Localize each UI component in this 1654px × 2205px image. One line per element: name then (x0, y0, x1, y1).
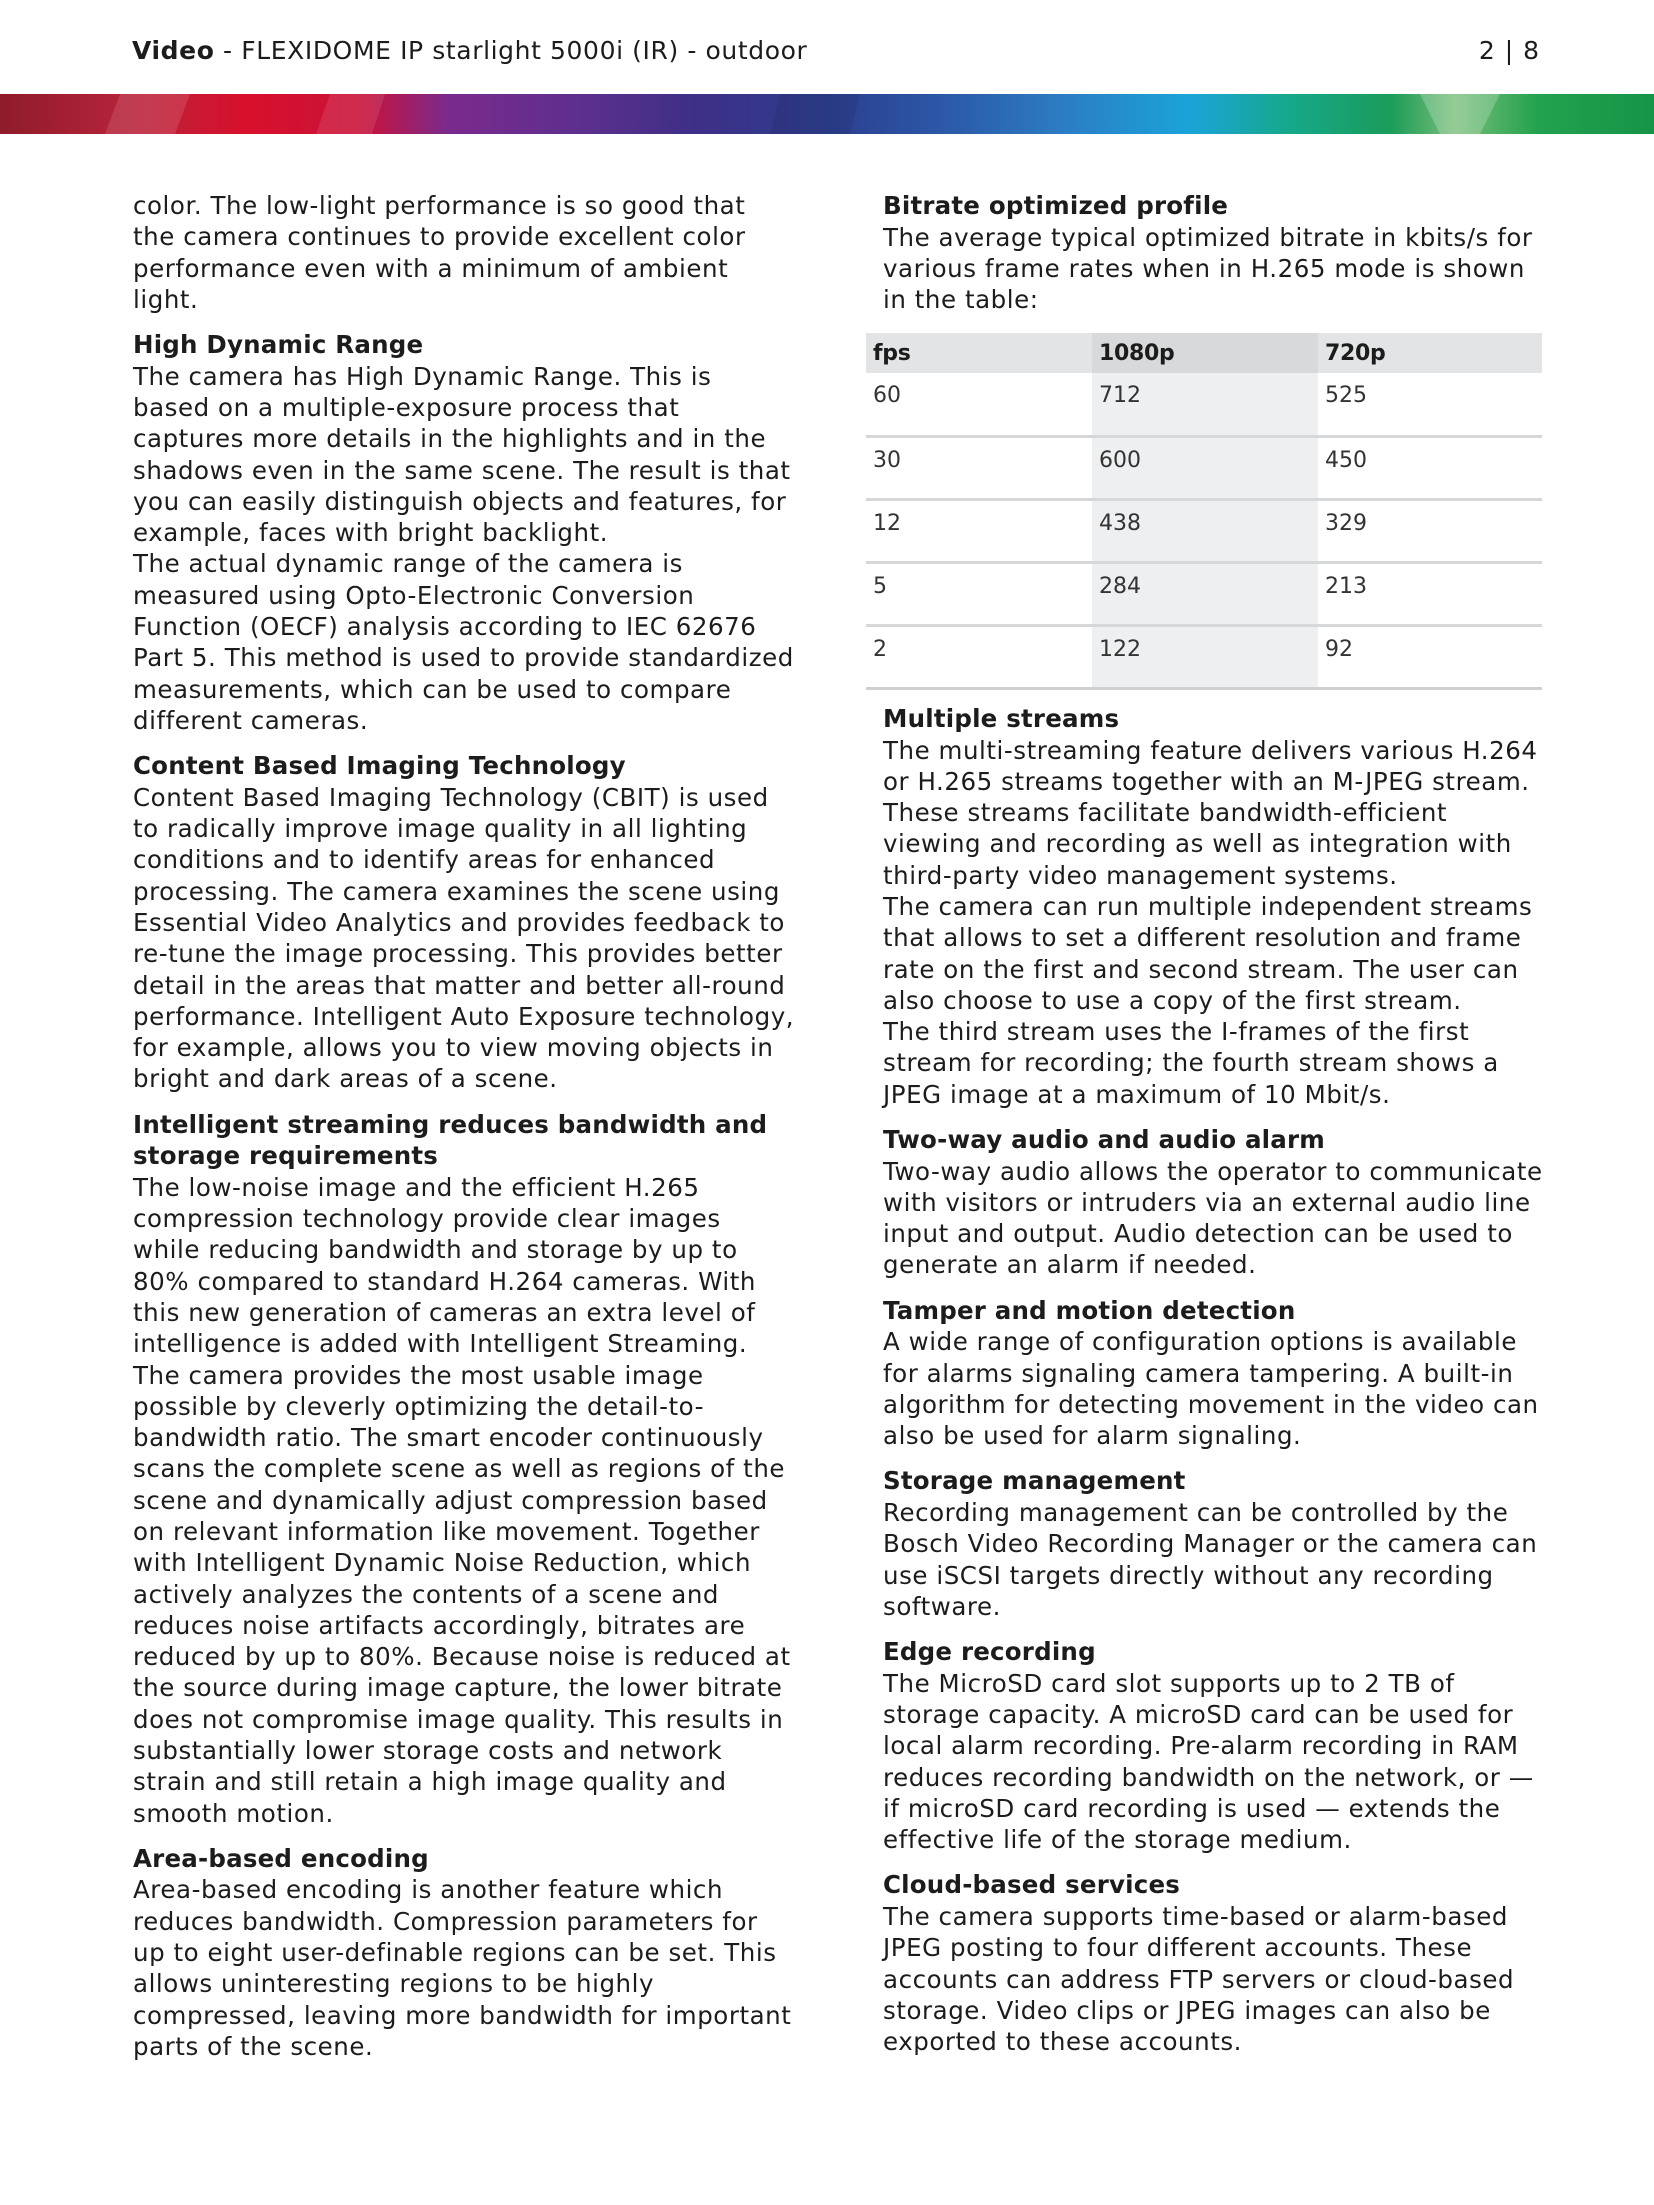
section-body: color. The low-light performance is so good that the camera continues to provide excellent color performance even with a minimum of ambient light. (133, 191, 746, 314)
table-cell: 60 (866, 373, 1092, 436)
section-body: Content Based Imaging Technology (CBIT) is used to radically improve image quality in all lighting conditions and to identify areas for enhanced processing. The camera examines the scene using Essential Video Analytics and provides feedback to re-tune the image processing. This provides better detail in the areas that matter and better all-round performance. Intelligent Auto Exposure technology, for example, allows you to view moving objects in bright and dark areas of a scene. (133, 782, 795, 1094)
table-row (866, 625, 1542, 688)
section-body: The average typical optimized bitrate in kbits/s for various frame rates when in H.265 mode is shown in the table: (883, 222, 1533, 315)
table-cell: 712 (1092, 373, 1318, 436)
right-column (883, 190, 1543, 329)
text-section (133, 1843, 795, 2062)
table-cell: 438 (1092, 499, 1318, 562)
section-body: Recording management can be controlled by the Bosch Video Recording Manager or the camera can use iSCSI targets directly without any recording software. (883, 1497, 1538, 1621)
section-heading: Multiple streams (883, 704, 1120, 733)
text-section (883, 1869, 1543, 2057)
brand-color-bar (0, 94, 1654, 134)
page-number: 2 | 8 (1478, 36, 1540, 65)
table-cell: 122 (1092, 625, 1318, 688)
table-cell: 213 (1318, 562, 1542, 625)
document-title (132, 36, 807, 65)
table-row (866, 436, 1542, 499)
document-title-rest: - FLEXIDOME IP starlight 5000i (IR) - outdoor (214, 36, 808, 65)
text-section (883, 703, 1543, 1110)
text-section (133, 329, 795, 736)
section-body: The low-noise image and the efficient H.265 compression technology provide clear images while reducing bandwidth and storage by up to 80% compared to standard H.264 cameras. With this new generation of cameras an extra level of intelligence is added with Intelligent Streaming. The camera provides the most usable image possible by cleverly optimizing the detail-to-bandwidth ratio. The smart encoder continuously scans the complete scene as well as regions of the scene and dynamically adjust compression based on relevant information like movement. Together with Intelligent Dynamic Noise Reduction, which actively analyzes the contents of a scene and reduces noise artifacts accordingly, bitrates are reduced by up to 80%. Because noise is reduced at the source during image capture, the lower bitrate does not compromise image quality. This results in substantially lower storage costs and network strain and still retain a high image quality and smooth motion. (133, 1172, 791, 1828)
text-section (133, 190, 795, 315)
section-heading: Area-based encoding (133, 1843, 429, 1873)
text-section (883, 1636, 1543, 1855)
table-cell: 600 (1092, 436, 1318, 499)
table-header-720p: 720p (1318, 333, 1542, 373)
text-section (883, 1124, 1543, 1281)
section-body: The camera supports time-based or alarm-based JPEG posting to four different accounts. These accounts can address FTP servers or cloud-based storage. Video clips or JPEG images can also be exported to these accounts. (883, 1901, 1515, 2057)
section-body: A wide range of configuration options is available for alarms signaling camera tampering. A built-in algorithm for detecting movement in the video can also be used for alarm signaling. (883, 1327, 1539, 1451)
table-cell: 329 (1318, 499, 1542, 562)
table-cell: 2 (866, 625, 1092, 688)
section-heading: High Dynamic Range (133, 330, 424, 360)
text-section (883, 1295, 1543, 1452)
section-heading: Intelligent streaming reduces bandwidth and storage requirements (133, 1109, 768, 1171)
bitrate-table (866, 333, 1542, 690)
section-heading: Cloud-based services (883, 1870, 1181, 1900)
section-heading: Edge recording (883, 1637, 1096, 1667)
table-header-fps: fps (866, 333, 1092, 373)
table-row (866, 562, 1542, 625)
table-cell: 525 (1318, 373, 1542, 436)
text-section (133, 1109, 795, 1829)
section-body: The MicroSD card slot supports up to 2 TB of storage capacity. A microSD card can be used for local alarm recording. Pre-alarm recording in RAM reduces recording bandwidth on the network, or — if microSD card recording is used — extends the effective life of the storage medium. (883, 1668, 1534, 1855)
section-body: The multi-streaming feature delivers various H.264 or H.265 streams together with an M-JPEG stream. These streams facilitate bandwidth-efficient viewing and recording as well as integration with third-party video management systems. The camera can run multiple independent streams that allows to set a different resolution and frame rate on the first and second stream. The user can also choose to use a copy of the first stream. The third stream uses the I-frames of the first stream for recording; the fourth stream shows a JPEG image at a maximum of 10 Mbit/s. (883, 735, 1538, 1109)
section-heading: Storage management (883, 1466, 1186, 1496)
table-cell: 5 (866, 562, 1092, 625)
page-header (0, 0, 1654, 94)
section-body: Area-based encoding is another feature which reduces bandwidth. Compression parameters for up to eight user-definable regions can be set. This allows uninteresting regions to be highly compressed, leaving more bandwidth for important parts of the scene. (133, 1875, 792, 2061)
section-heading: Content Based Imaging Technology (133, 751, 626, 781)
table-header-1080p: 1080p (1092, 333, 1318, 373)
left-column (133, 190, 795, 2076)
table-header-row (866, 333, 1542, 373)
table-cell: 284 (1092, 562, 1318, 625)
section-heading: Two-way audio and audio alarm (883, 1125, 1326, 1155)
document-title-bold: Video (132, 36, 215, 65)
table-row (866, 373, 1542, 436)
section-body: Two-way audio allows the operator to communicate with visitors or intruders via an external audio line input and output. Audio detection can be used to generate an alarm if needed. (883, 1156, 1543, 1280)
section-heading: Tamper and motion detection (883, 1295, 1296, 1325)
text-section (883, 1465, 1543, 1622)
right-column-lower (883, 703, 1543, 2071)
section-heading: Bitrate optimized profile (883, 191, 1229, 220)
table-cell: 450 (1318, 436, 1542, 499)
table-row (866, 499, 1542, 562)
table-cell: 92 (1318, 625, 1542, 688)
section-body: The camera has High Dynamic Range. This is based on a multiple-exposure process that captures more details in the highlights and in the shadows even in the same scene. The result is that you can easily distinguish objects and features, for example, faces with bright backlight. The actual dynamic range of the camera is measured using Opto-Electronic Conversion Function (OECF) analysis according to IEC 62676 Part 5. This method is used to provide standardized measurements, which can be used to compare different cameras. (133, 361, 794, 735)
table-cell: 12 (866, 499, 1092, 562)
text-section (133, 750, 795, 1094)
section-bitrate-profile (883, 190, 1543, 315)
table-cell: 30 (866, 436, 1092, 499)
